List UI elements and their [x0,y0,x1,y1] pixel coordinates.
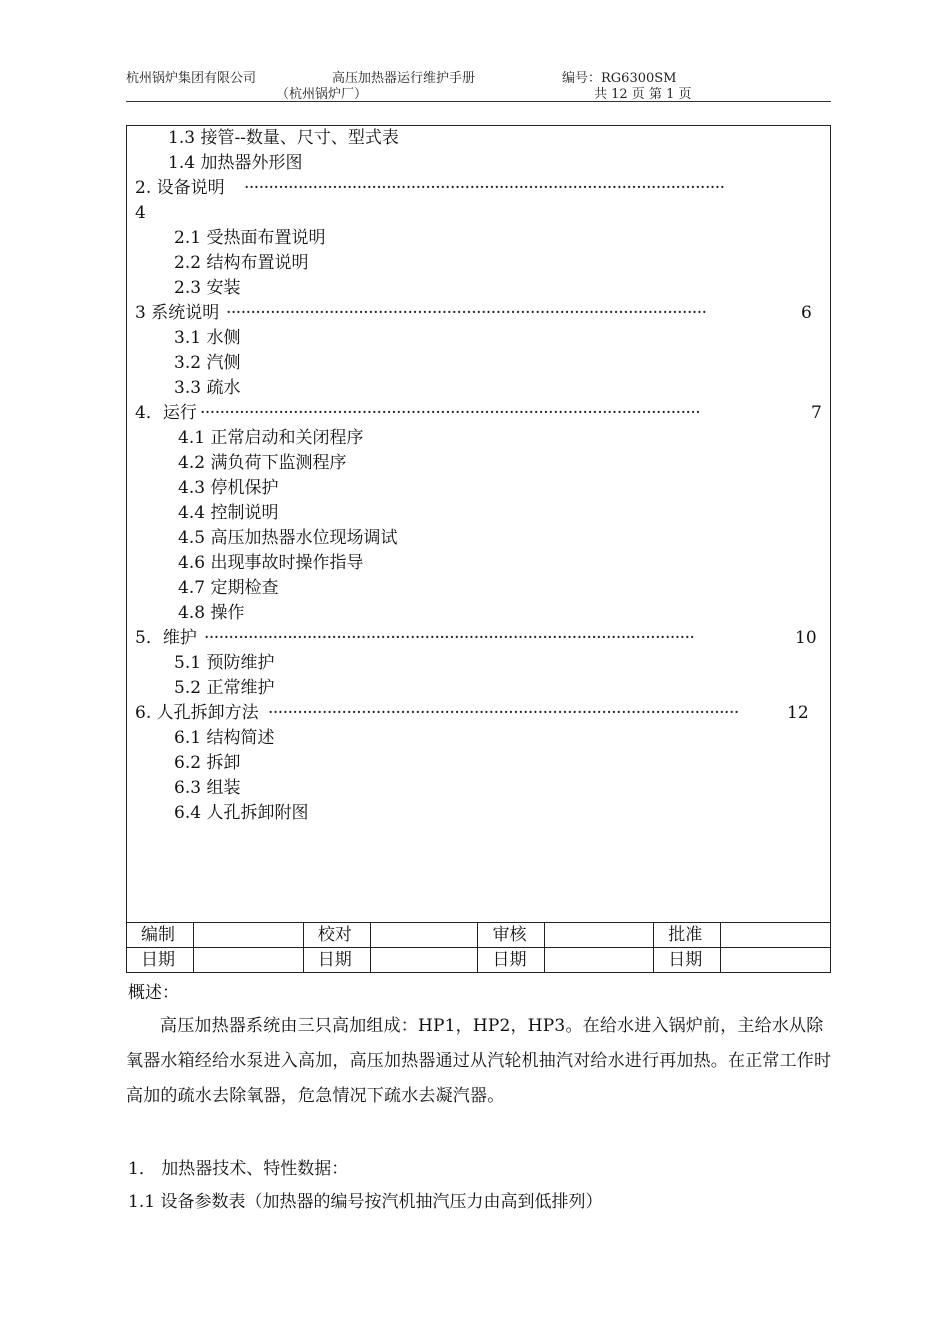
toc-item-2: 2. 设备说明 [135,178,225,198]
toc-page-number: 6 [801,303,812,323]
toc-item-6: 6. 人孔拆卸方法 [135,703,259,723]
toc-leader-dots: ······································································································ [200,403,701,423]
header-rule [126,101,831,102]
value-prepared [193,923,303,948]
toc-item-1-4: 1.4 加热器外形图 [168,153,303,173]
label-date: 日期 [127,948,194,973]
toc-item-4-7: 4.7 定期检查 [178,578,279,598]
header-company: 杭州锅炉集团有限公司 [126,71,257,86]
toc-item-4-1: 4.1 正常启动和关闭程序 [178,428,364,448]
toc-leader-dots: ·································································································· [244,178,725,198]
signoff-table [126,922,831,973]
label-date: 日期 [478,948,545,973]
toc-item-2-1: 2.1 受热面布置说明 [174,228,326,248]
header-manual-title: 高压加热器运行维护手册 [332,71,476,86]
value-date [193,948,303,973]
overview-paragraph: 高压加热器系统由三只高加组成：HP1，HP2，HP3。在给水进入锅炉前，主给水从除氧器水箱经给水泵进入高加，高压加热器通过从汽轮机抽汽对给水进行再加热。在正常工作时高加的疏水去除氧器，危急情况下疏水去凝汽器。 [126,1016,832,1106]
toc-item-2-3: 2.3 安装 [174,278,241,298]
header-page-info: 共 12 页 第 1 页 [594,87,692,102]
toc-leader-dots: ································································································ [268,703,739,723]
toc-item-6-1: 6.1 结构简述 [174,728,275,748]
section-1-1-heading: 1.1 设备参数表（加热器的编号按汽机抽汽压力由高到低排列） [128,1192,603,1212]
label-reviewed: 审核 [478,923,545,948]
toc-item-6-3: 6.3 组装 [174,778,241,798]
header-company-sub: （杭州锅炉厂） [276,87,368,102]
label-prepared: 编制 [127,923,194,948]
label-date: 日期 [303,948,370,973]
toc-item-5-1: 5.1 预防维护 [174,653,275,673]
toc-item-3: 3 系统说明 [135,303,220,323]
toc-item-4-6: 4.6 出现事故时操作指导 [178,553,364,573]
toc-item-2-2: 2.2 结构布置说明 [174,253,309,273]
toc-item-5-2: 5.2 正常维护 [174,678,275,698]
section-1-heading: 1． 加热器技术、特性数据： [128,1159,349,1179]
toc-item-4: 4．运行 [135,403,197,423]
toc-page-number: 12 [787,703,809,723]
value-reviewed [545,923,654,948]
value-date [370,948,478,973]
label-approved: 批准 [654,923,721,948]
toc-item-6-4: 6.4 人孔拆卸附图 [174,803,309,823]
toc-item-4-5: 4.5 高压加热器水位现场调试 [178,528,398,548]
value-checked [370,923,478,948]
toc-item-3-1: 3.1 水侧 [174,328,241,348]
label-date: 日期 [654,948,721,973]
toc-item-1-3: 1.3 接管--数量、尺寸、型式表 [168,128,399,148]
toc-page-number: 7 [811,403,822,423]
toc-item-5: 5．维护 [135,628,197,648]
value-approved [721,923,831,948]
label-checked: 校对 [303,923,370,948]
date-row [127,948,831,973]
overview-heading: 概述： [128,983,179,1003]
toc-item-6-2: 6.2 拆卸 [174,753,241,773]
value-date [721,948,831,973]
signoff-row [127,923,831,948]
toc-item-4-3: 4.3 停机保护 [178,478,279,498]
value-date [545,948,654,973]
toc-leader-dots: ·································································································· [226,303,707,323]
toc-item-3-3: 3.3 疏水 [174,378,241,398]
toc-item-4-4: 4.4 控制说明 [178,503,279,523]
toc-item-3-2: 3.2 汽侧 [174,353,241,373]
toc-item-4-2: 4.2 满负荷下监测程序 [178,453,347,473]
toc-page-number: 10 [795,628,817,648]
header-doc-number: 编号：RG6300SM [562,71,677,86]
toc-item-4-8: 4.8 操作 [178,603,245,623]
toc-page-number: 4 [135,203,146,223]
toc-leader-dots: ···································································································· [204,628,695,648]
